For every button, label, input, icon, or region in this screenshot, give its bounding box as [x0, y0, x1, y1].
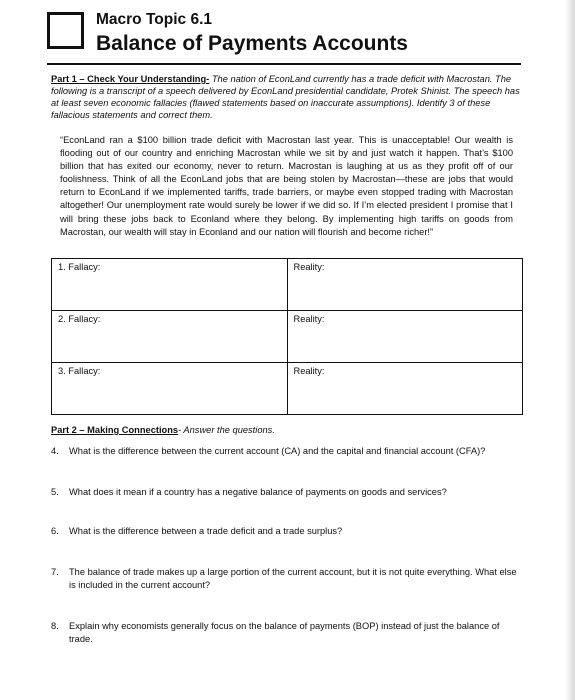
- reality-cell-1[interactable]: Reality:: [287, 259, 523, 311]
- topic-label: Macro Topic 6.1: [96, 11, 212, 28]
- question-number: 7.: [51, 567, 59, 577]
- speech-transcript: “EconLand ran a $100 billion trade deficit with Macrostan last year. This is unacceptable! Our wealth is flooding out of our country and enriching Macrostan while we sit by and just watch it happen. That’s $100 billion that has exited our economy, never to return. Macrostan is laughing at us as they profit off of our foolishness. Think of all the EconLand jobs that are being stolen by Macrostan—these are jobs that would return to EconLand if we implemented tariffs, trade barriers, or maybe even stopped trading with Macrostan altogether! Our unemployment rate would surely be lower if we did so. If I’m elected president I promise that I will bring these jobs back to Econland where they belong. By implementing high tariffs on goods from Macrostan, our wealth will stay in Econland and our nation will flourish and become richer!”: [60, 135, 513, 237]
- fallacy-cell-2[interactable]: 2. Fallacy:: [52, 311, 288, 363]
- page-title: Balance of Payments Accounts: [96, 32, 408, 55]
- reality-cell-2[interactable]: Reality:: [287, 311, 523, 363]
- question-5: [51, 486, 521, 499]
- question-6: [51, 525, 521, 538]
- question-number: 4.: [51, 446, 59, 456]
- part1-instruction-text: The nation of EconLand currently has a trade deficit with Macrostan. The following is a transcript of a speech delivered by EconLand presidential candidate, Protek Shinist. The speech has at least seven economic fallacies (flawed statements based on inaccurate assumptions). Identify 3 of these fallacious statements and correct them.: [51, 74, 520, 120]
- fallacy-cell-1[interactable]: 1. Fallacy:: [52, 259, 288, 311]
- part1-instructions: [51, 73, 521, 121]
- part2-header: [51, 425, 275, 435]
- table-row: [52, 363, 523, 415]
- question-8: [51, 620, 521, 645]
- table-row: [52, 311, 523, 363]
- topic-square-icon: [47, 12, 84, 49]
- title-divider: [47, 63, 521, 65]
- reality-cell-3[interactable]: Reality:: [287, 363, 523, 415]
- question-text: What is the difference between a trade deficit and a trade surplus?: [69, 526, 343, 536]
- question-4: [51, 445, 521, 458]
- fallacy-table: [51, 258, 523, 415]
- part2-instruction-text: - Answer the questions.: [178, 425, 275, 435]
- question-number: 6.: [51, 526, 59, 536]
- question-text: What is the difference between the current account (CA) and the capital and financial account (CFA)?: [69, 446, 486, 456]
- question-text: What does it mean if a country has a negative balance of payments on goods and services?: [69, 487, 447, 497]
- question-text: The balance of trade makes up a large portion of the current account, but it is not quite everything. What else is included in the current account?: [69, 567, 517, 590]
- fallacy-cell-3[interactable]: 3. Fallacy:: [52, 363, 288, 415]
- question-text: Explain why economists generally focus on the balance of payments (BOP) instead of just the balance of trade.: [69, 621, 500, 644]
- part2-heading: Part 2 – Making Connections: [51, 425, 179, 435]
- table-row: [52, 259, 523, 311]
- page-edge-shadow: [565, 0, 575, 700]
- question-number: 8.: [51, 621, 59, 631]
- question-7: [51, 566, 521, 591]
- part1-heading: Part 1 – Check Your Understanding-: [51, 74, 210, 84]
- question-number: 5.: [51, 487, 59, 497]
